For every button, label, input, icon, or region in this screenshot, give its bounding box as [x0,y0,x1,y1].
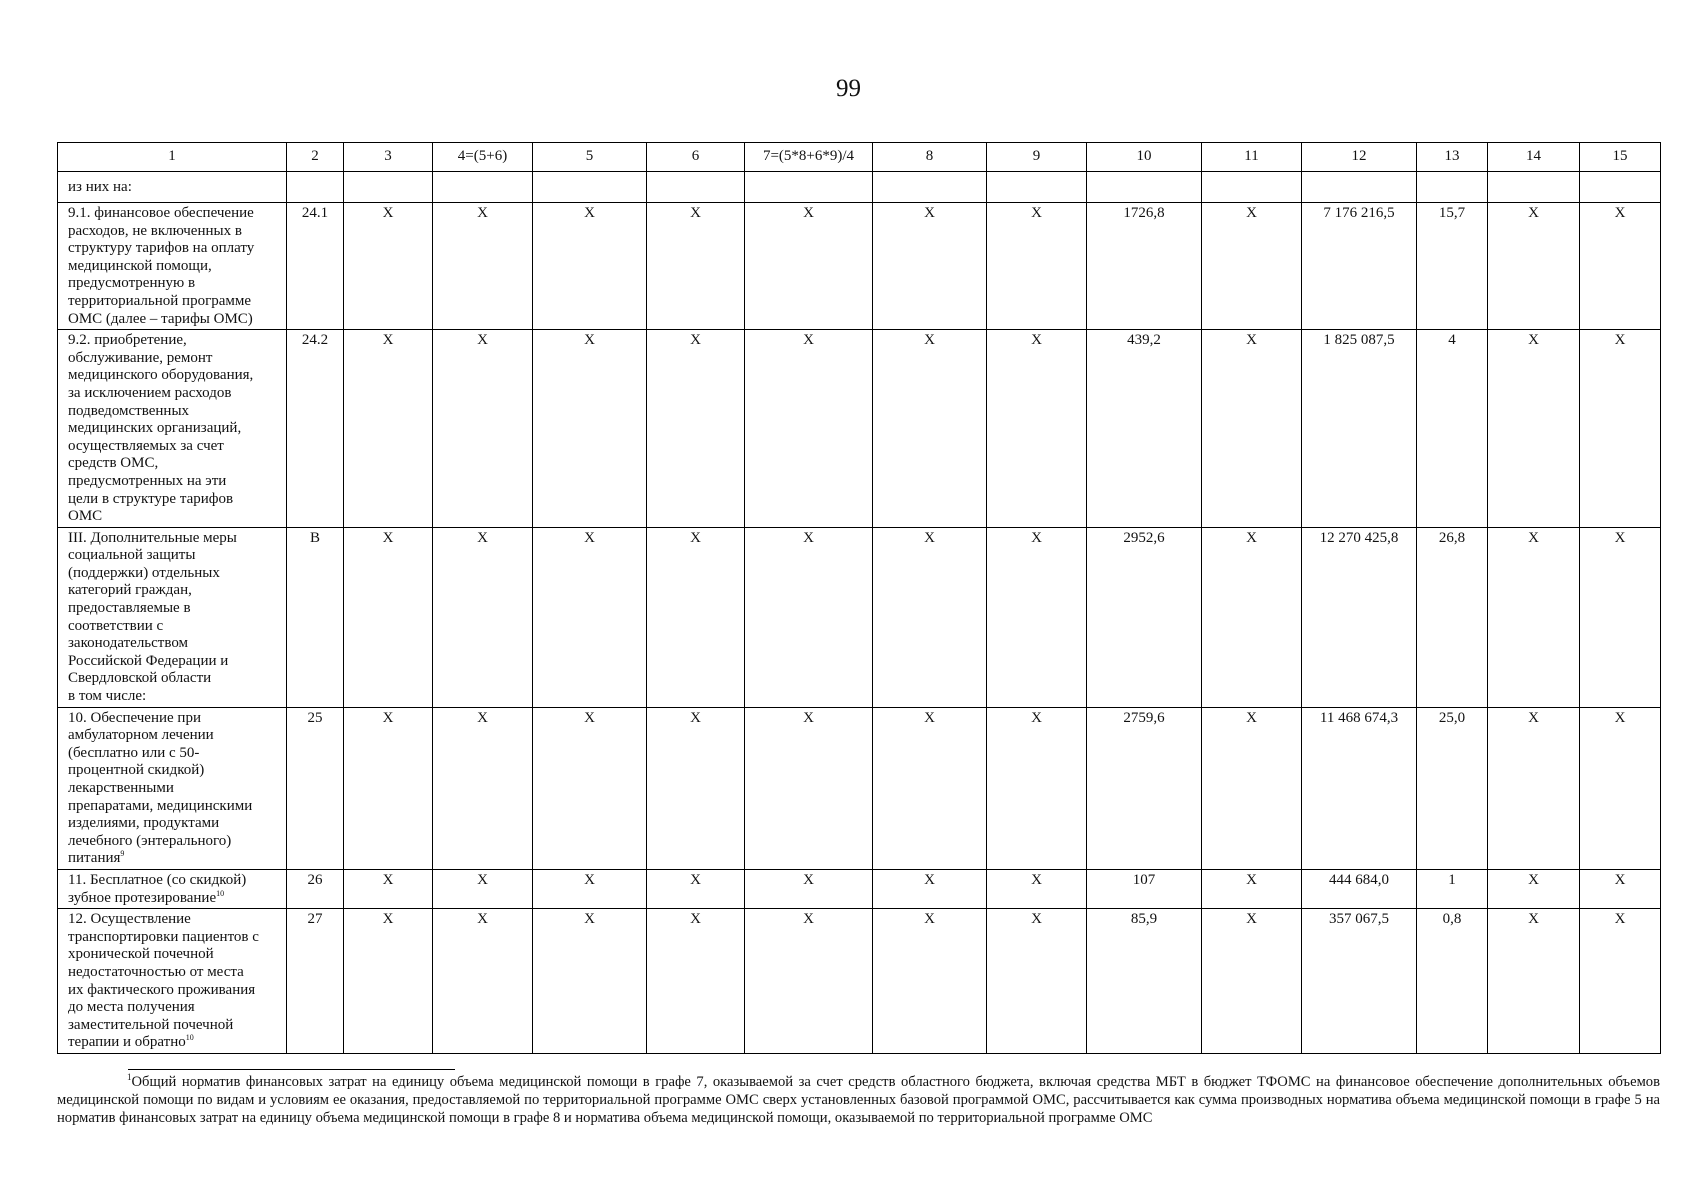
value-cell: Х [987,330,1087,528]
row-label-line: ОМС (далее – тарифы ОМС) [68,310,253,327]
value-cell: Х [1580,909,1661,1054]
value-cell: Х [1580,869,1661,908]
row-label-line: до места получения [68,999,195,1016]
row-label-line: предусмотренных на эти [68,472,227,489]
row-code-cell: 25 [287,707,344,869]
value-cell: Х [533,330,647,528]
row-label-line: Российской Федерации и [68,652,229,669]
value-cell: 85,9 [1087,909,1202,1054]
value-cell: Х [1580,330,1661,528]
value-cell: 439,2 [1087,330,1202,528]
row-label-line: структуру тарифов на оплату [68,240,255,257]
value-cell: Х [647,909,745,1054]
financing-table [57,142,1661,1054]
empty-cell [1202,172,1302,203]
value-cell: Х [433,869,533,908]
table-row [58,869,1661,908]
header-cell: 3 [344,143,433,172]
value-cell: 25,0 [1417,707,1488,869]
row-code-cell: 26 [287,869,344,908]
row-label-line: медицинских организаций, [68,420,242,437]
empty-cell [987,172,1087,203]
value-cell: Х [1202,330,1302,528]
row-label-line: недостаточностью от места [68,963,244,980]
row-label-line: питания [68,850,121,867]
value-cell: Х [1488,869,1580,908]
row-label-line: законодательством [68,635,189,652]
row-label-line: зубное протезирование [68,889,217,906]
header-cell: 6 [647,143,745,172]
row-label-line: 12. Осуществление [68,911,191,928]
value-cell: Х [647,527,745,707]
footnote-text: Общий норматив финансовых затрат на единицу объема медицинской помощи в графе 7, оказываемой за счет средств областного бюджета, включая средства МБТ в бюджет ТФОМС на финансовое обеспечение дополнительных объемов медицинской помощи по видам и условиям ее оказания, предоставляемой по территориальной программе ОМС сверх установленных базовой программой ОМС, рассчитывается как сумма производных норматива объема медицинской помощи в графе 5 на норматив финансовых затрат на единицу объема медицинской помощи в графе 8 и норматива объема медицинской помощи, оказываемой по территориальной программе ОМС [57,1074,1660,1126]
value-cell: 2952,6 [1087,527,1202,707]
value-cell: 2759,6 [1087,707,1202,869]
row-label-line: 11. Бесплатное (со скидкой) [68,871,247,888]
row-label-line: предусмотренную в [68,275,196,292]
row-label [58,330,287,528]
value-cell: Х [873,707,987,869]
value-cell: Х [987,909,1087,1054]
row-label [58,869,287,908]
value-cell: Х [647,707,745,869]
row-code-cell: 27 [287,909,344,1054]
header-cell: 11 [1202,143,1302,172]
header-cell: 14 [1488,143,1580,172]
subheader-row [58,172,1661,203]
row-label-line: терапии и обратно [68,1034,186,1051]
footnote [57,1073,1660,1127]
value-cell: Х [344,203,433,330]
row-label-line: медицинской помощи, [68,257,212,274]
header-cell: 4=(5+6) [433,143,533,172]
empty-cell [745,172,873,203]
row-label-line: (бесплатно или с 50- [68,744,200,761]
value-cell: Х [344,909,433,1054]
row-label-line: заместительной почечной [68,1016,234,1033]
empty-cell [287,172,344,203]
row-label-line: территориальной программе [68,292,252,309]
row-label-line: обслуживание, ремонт [68,349,213,366]
row-label-line: осуществляемых за счет [68,437,224,454]
value-cell: Х [647,869,745,908]
value-cell: Х [1580,707,1661,869]
row-label-line: изделиями, продуктами [68,815,220,832]
row-label-line: ОМС [68,508,103,525]
header-cell: 15 [1580,143,1661,172]
value-cell: 1 825 087,5 [1302,330,1417,528]
header-cell: 12 [1302,143,1417,172]
value-cell: Х [647,330,745,528]
value-cell: Х [745,527,873,707]
row-label-line: медицинского оборудования, [68,367,254,384]
row-label-line: 10. Обеспечение при [68,709,201,726]
row-label-line: за исключением расходов [68,384,232,401]
value-cell: Х [1488,203,1580,330]
value-cell: Х [1202,527,1302,707]
row-label-line: категорий граждан, [68,582,192,599]
row-label-line: в том числе: [68,688,147,705]
column-numbers-row [58,143,1661,172]
value-cell: 4 [1417,330,1488,528]
value-cell: Х [873,330,987,528]
value-cell: Х [1202,909,1302,1054]
value-cell: Х [533,707,647,869]
value-cell: 1726,8 [1087,203,1202,330]
header-cell: 13 [1417,143,1488,172]
empty-cell [1417,172,1488,203]
row-label [58,203,287,330]
value-cell: 1 [1417,869,1488,908]
row-label-line: соответствии с [68,617,164,634]
header-cell: 2 [287,143,344,172]
value-cell: Х [1580,527,1661,707]
value-cell: 11 468 674,3 [1302,707,1417,869]
value-cell: 15,7 [1417,203,1488,330]
row-label-line: препаратами, медицинскими [68,797,253,814]
value-cell: Х [1488,330,1580,528]
row-label-line: 9.2. приобретение, [68,332,187,349]
empty-cell [1488,172,1580,203]
value-cell: Х [873,909,987,1054]
value-cell: Х [647,203,745,330]
value-cell: 357 067,5 [1302,909,1417,1054]
row-label-line: их фактического проживания [68,981,256,998]
header-cell: 1 [58,143,287,172]
value-cell: Х [1202,203,1302,330]
row-label [58,707,287,869]
value-cell: Х [533,909,647,1054]
table-row [58,203,1661,330]
value-cell: Х [533,203,647,330]
row-label-line: предоставляемые в [68,600,191,617]
value-cell: 107 [1087,869,1202,908]
row-label-line: хронической почечной [68,946,214,963]
row-label-line: лекарственными [68,780,174,796]
value-cell: Х [433,909,533,1054]
empty-cell [1302,172,1417,203]
value-cell: Х [745,869,873,908]
value-cell: Х [1488,527,1580,707]
row-label-line: III. Дополнительные меры [68,529,237,546]
row-code-cell: 24.2 [287,330,344,528]
value-cell: Х [433,707,533,869]
footnote-reference: 9 [120,849,125,859]
header-cell: 7=(5*8+6*9)/4 [745,143,873,172]
table-row [58,330,1661,528]
table-row [58,707,1661,869]
row-label [58,527,287,707]
value-cell: Х [1202,869,1302,908]
footnote-reference: 10 [216,888,225,898]
value-cell: Х [344,527,433,707]
row-label-line: транспортировки пациентов с [68,928,259,945]
value-cell: Х [1488,707,1580,869]
header-cell: 9 [987,143,1087,172]
value-cell: Х [433,203,533,330]
empty-cell [1087,172,1202,203]
table-row [58,909,1661,1054]
value-cell: Х [1580,203,1661,330]
row-label-line: Свердловской области [68,670,212,687]
empty-cell [533,172,647,203]
value-cell: Х [1488,909,1580,1054]
row-label-line: лечебного (энтерального) [68,832,232,849]
row-label-line: процентной скидкой) [68,762,205,779]
footnote-mark: 1 [127,1072,132,1083]
value-cell: Х [873,203,987,330]
value-cell: Х [873,527,987,707]
header-cell: 5 [533,143,647,172]
table-row [58,527,1661,707]
value-cell: 12 270 425,8 [1302,527,1417,707]
value-cell: Х [745,330,873,528]
value-cell: Х [344,869,433,908]
value-cell: Х [987,203,1087,330]
value-cell: Х [873,869,987,908]
row-label-line: цели в структуре тарифов [68,490,234,507]
empty-cell [647,172,745,203]
value-cell: 444 684,0 [1302,869,1417,908]
value-cell: Х [1202,707,1302,869]
value-cell: Х [433,527,533,707]
row-code-cell: В [287,527,344,707]
row-label-line: расходов, не включенных в [68,222,242,239]
value-cell: 7 176 216,5 [1302,203,1417,330]
row-label-line: подведомственных [68,402,190,419]
value-cell: Х [745,909,873,1054]
value-cell: Х [344,330,433,528]
value-cell: Х [987,869,1087,908]
subheader-label: из них на: [58,172,287,203]
footnote-separator [128,1069,455,1070]
value-cell: 0,8 [1417,909,1488,1054]
row-label-line: социальной защиты [68,547,196,564]
row-label-line: (поддержки) отдельных [68,564,220,581]
header-cell: 10 [1087,143,1202,172]
row-code-cell: 24.1 [287,203,344,330]
row-label-line: средств ОМС, [68,455,159,472]
value-cell: Х [533,527,647,707]
value-cell: Х [987,527,1087,707]
value-cell: Х [533,869,647,908]
value-cell: Х [987,707,1087,869]
value-cell: Х [344,707,433,869]
footnote-reference: 10 [185,1033,194,1043]
value-cell: Х [745,707,873,869]
empty-cell [873,172,987,203]
empty-cell [344,172,433,203]
row-label-line: 9.1. финансовое обеспечение [68,205,254,221]
value-cell: Х [745,203,873,330]
value-cell: 26,8 [1417,527,1488,707]
row-label [58,909,287,1054]
empty-cell [433,172,533,203]
row-label-line: амбулаторном лечении [68,727,214,744]
empty-cell [1580,172,1661,203]
value-cell: Х [433,330,533,528]
header-cell: 8 [873,143,987,172]
page-number: 99 [836,75,861,102]
